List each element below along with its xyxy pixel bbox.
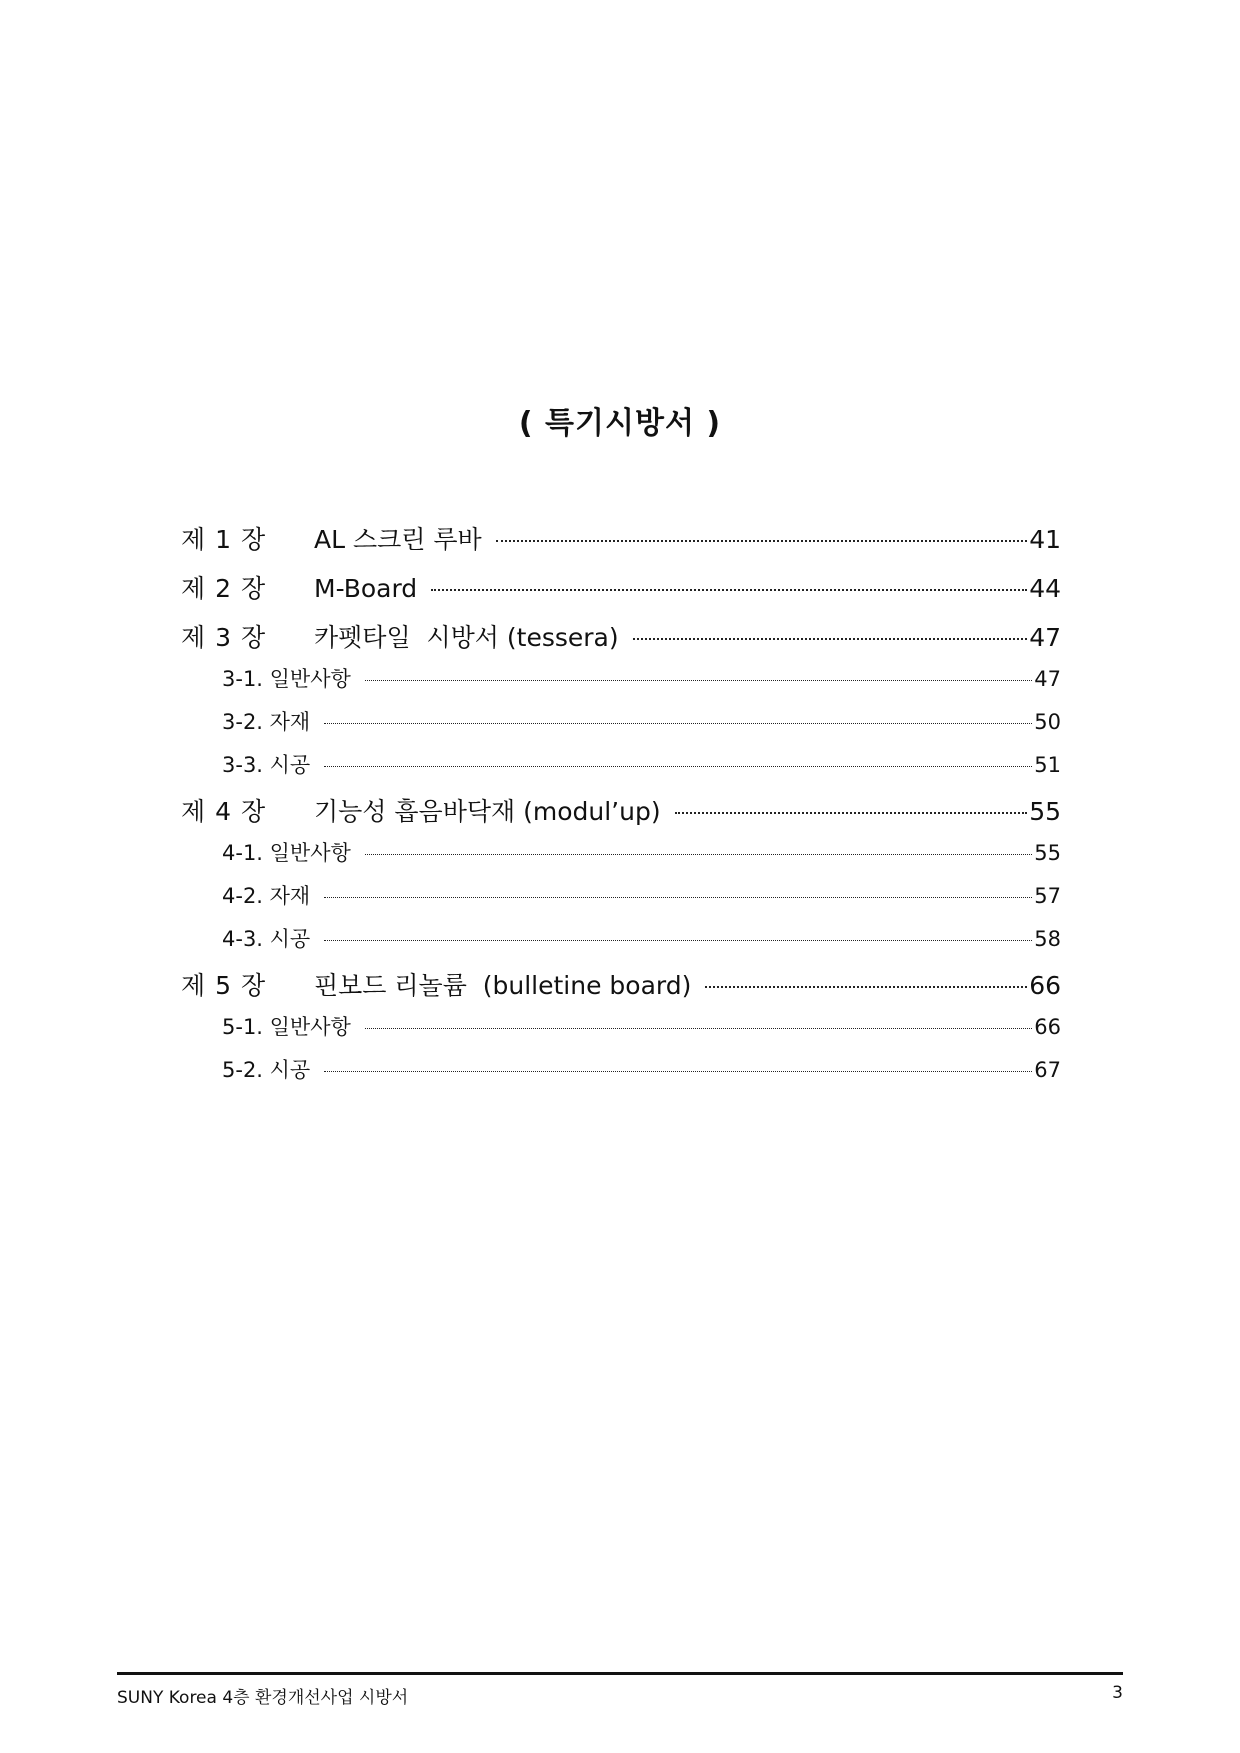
- chapter-number: 제 3 장: [181, 623, 267, 652]
- toc-section-4-2[interactable]: [181, 880, 1061, 923]
- page-number: 50: [1034, 710, 1061, 734]
- page-number: 66: [1029, 971, 1061, 1000]
- page-number: 47: [1029, 623, 1061, 652]
- chapter-title: M-Board: [314, 574, 418, 603]
- dot-leader: [324, 1071, 1032, 1072]
- dot-leader: [675, 812, 1028, 814]
- chapter-title: AL 스크린 루바: [314, 525, 482, 554]
- page-number: 47: [1034, 667, 1061, 691]
- chapter-title: 핀보드 리놀륨 (bulletine board): [314, 971, 692, 1000]
- dot-leader: [324, 940, 1032, 941]
- toc-chapter-5[interactable]: [181, 966, 1061, 1015]
- chapter-number: 제 1 장: [181, 525, 267, 554]
- chapter-title: 카펫타일 시방서 (tessera): [314, 623, 619, 652]
- footer-page-number: 3: [1112, 1683, 1123, 1703]
- section-title: 5-1. 일반사항: [222, 1015, 351, 1039]
- section-title: 3-2. 자재: [222, 710, 311, 734]
- table-of-contents: [181, 520, 1061, 1097]
- chapter-title: 기능성 흡음바닥재 (modul’up): [314, 797, 661, 826]
- toc-chapter-3[interactable]: [181, 618, 1061, 667]
- page-number: 55: [1034, 841, 1061, 865]
- dot-leader: [324, 723, 1032, 724]
- dot-leader: [633, 638, 1028, 640]
- section-title: 3-1. 일반사항: [222, 667, 351, 691]
- toc-section-3-2[interactable]: [181, 706, 1061, 749]
- dot-leader: [324, 766, 1032, 767]
- page-number: 44: [1029, 574, 1061, 603]
- section-title: 4-1. 일반사항: [222, 841, 351, 865]
- page-number: 67: [1034, 1058, 1061, 1082]
- section-title: 5-2. 시공: [222, 1058, 311, 1082]
- footer-document-title: SUNY Korea 4층 환경개선사업 시방서: [117, 1688, 409, 1708]
- section-title: 4-3. 시공: [222, 927, 311, 951]
- toc-section-3-1[interactable]: [181, 663, 1061, 706]
- chapter-number: 제 5 장: [181, 971, 267, 1000]
- page-number: 55: [1029, 797, 1061, 826]
- chapter-number: 제 2 장: [181, 574, 267, 603]
- toc-chapter-1[interactable]: [181, 520, 1061, 569]
- chapter-number: 제 4 장: [181, 797, 267, 826]
- toc-section-4-1[interactable]: [181, 837, 1061, 880]
- toc-chapter-4[interactable]: [181, 792, 1061, 841]
- dot-leader: [365, 854, 1032, 855]
- toc-section-3-3[interactable]: [181, 749, 1061, 792]
- section-title: 4-2. 자재: [222, 884, 311, 908]
- dot-leader: [365, 1028, 1032, 1029]
- section-title: 3-3. 시공: [222, 753, 311, 777]
- dot-leader: [431, 589, 1027, 591]
- dot-leader: [324, 897, 1032, 898]
- toc-chapter-2[interactable]: [181, 569, 1061, 618]
- page-number: 41: [1029, 525, 1061, 554]
- footer-divider: [117, 1672, 1123, 1675]
- toc-section-5-1[interactable]: [181, 1011, 1061, 1054]
- dot-leader: [705, 986, 1027, 988]
- page-number: 58: [1034, 927, 1061, 951]
- page-number: 66: [1034, 1015, 1061, 1039]
- dot-leader: [496, 540, 1028, 542]
- page-number: 51: [1034, 753, 1061, 777]
- toc-section-4-3[interactable]: [181, 923, 1061, 966]
- dot-leader: [365, 680, 1032, 681]
- page-number: 57: [1034, 884, 1061, 908]
- page-title: ( 특기시방서 ): [518, 406, 722, 441]
- toc-section-5-2[interactable]: [181, 1054, 1061, 1097]
